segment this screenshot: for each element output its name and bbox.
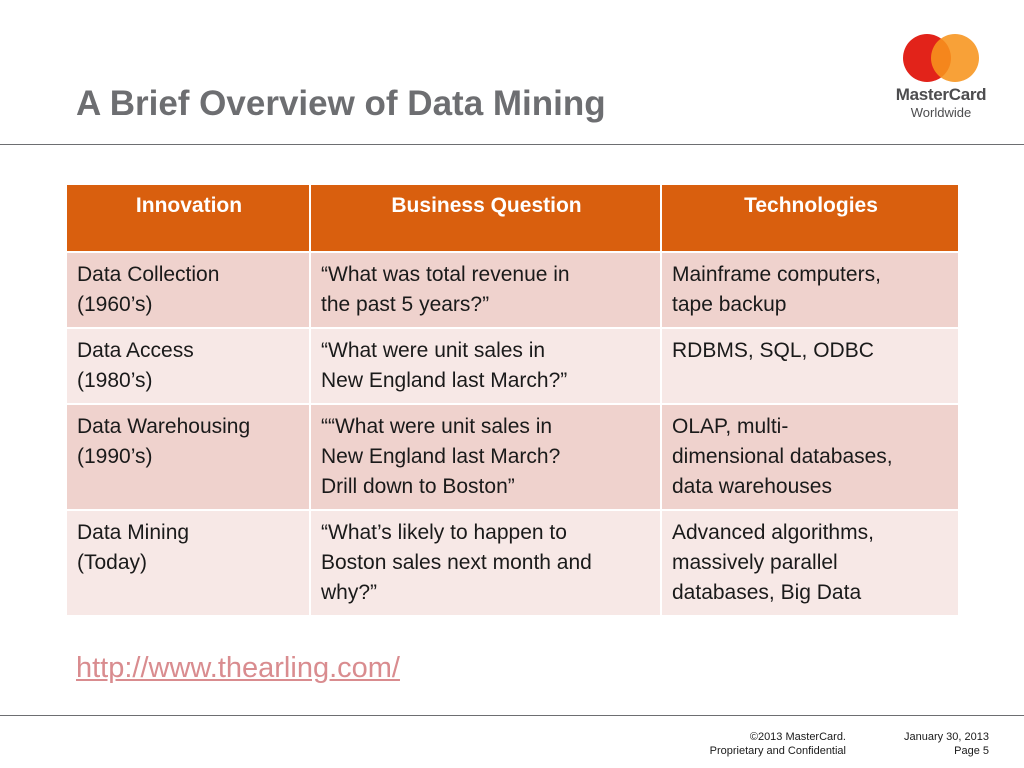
slide-title: A Brief Overview of Data Mining — [76, 84, 606, 123]
cell-line: (Today) — [77, 551, 148, 574]
cell-line: “What was total revenue in — [321, 263, 570, 286]
header-business-question: Business Question — [310, 184, 661, 252]
cell-technologies — [661, 328, 959, 404]
cell-line: “What’s likely to happen to — [321, 521, 567, 544]
cell-line: New England last March?” — [321, 369, 568, 392]
footer-copyright: ©2013 MasterCard. — [749, 731, 846, 743]
cell-line: New England last March? — [321, 445, 561, 468]
cell-line: databases, Big Data — [672, 581, 862, 604]
footer-page-number: Page 5 — [954, 745, 989, 757]
cell-line: data warehouses — [672, 475, 832, 498]
cell-line: Advanced algorithms, — [672, 521, 874, 544]
logo-subtitle: Worldwide — [910, 105, 972, 120]
cell-line: Boston sales next month and — [321, 551, 592, 574]
footer-confidential: Proprietary and Confidential — [709, 745, 846, 757]
cell-innovation — [66, 404, 310, 510]
cell-line: the past 5 years?” — [321, 293, 490, 316]
cell-innovation — [66, 252, 310, 328]
cell-line: tape backup — [672, 293, 787, 316]
cell-line: Data Access — [77, 339, 194, 362]
cell-line: OLAP, multi- — [672, 415, 789, 438]
cell-technologies — [661, 404, 959, 510]
table-row — [66, 252, 959, 328]
table-row — [66, 510, 959, 616]
cell-question — [310, 328, 661, 404]
cell-line: Data Collection — [77, 263, 220, 286]
mastercard-circles-icon — [901, 32, 981, 84]
header-technologies: Technologies — [661, 184, 959, 252]
cell-line: Mainframe computers, — [672, 263, 881, 286]
cell-line: (1980’s) — [77, 369, 153, 392]
logo-name: MasterCard — [895, 85, 987, 104]
cell-line: ““What were unit sales in — [321, 415, 553, 438]
footer-divider — [0, 715, 1024, 716]
cell-innovation — [66, 328, 310, 404]
table-row — [66, 328, 959, 404]
cell-line: massively parallel — [672, 551, 838, 574]
cell-line: (1960’s) — [77, 293, 153, 316]
cell-line: (1990’s) — [77, 445, 153, 468]
header-innovation: Innovation — [66, 184, 310, 252]
cell-line: Data Mining — [77, 521, 190, 544]
data-mining-table — [65, 183, 960, 617]
table-header-row — [66, 184, 959, 252]
cell-line: RDBMS, SQL, ODBC — [672, 339, 874, 362]
footer-date-block — [880, 730, 989, 758]
mastercard-logo — [889, 32, 993, 122]
cell-line: Data Warehousing — [77, 415, 251, 438]
header-divider — [0, 144, 1024, 145]
cell-question — [310, 510, 661, 616]
source-link[interactable]: http://www.thearling.com/ — [76, 652, 400, 684]
footer-date: January 30, 2013 — [903, 731, 989, 743]
cell-line: Drill down to Boston” — [321, 475, 515, 498]
cell-question — [310, 252, 661, 328]
cell-technologies — [661, 510, 959, 616]
cell-technologies — [661, 252, 959, 328]
cell-line: dimensional databases, — [672, 445, 893, 468]
cell-innovation — [66, 510, 310, 616]
cell-question — [310, 404, 661, 510]
cell-line: “What were unit sales in — [321, 339, 546, 362]
cell-line: why?” — [321, 581, 378, 604]
footer-copyright-block — [700, 730, 846, 758]
table-row — [66, 404, 959, 510]
